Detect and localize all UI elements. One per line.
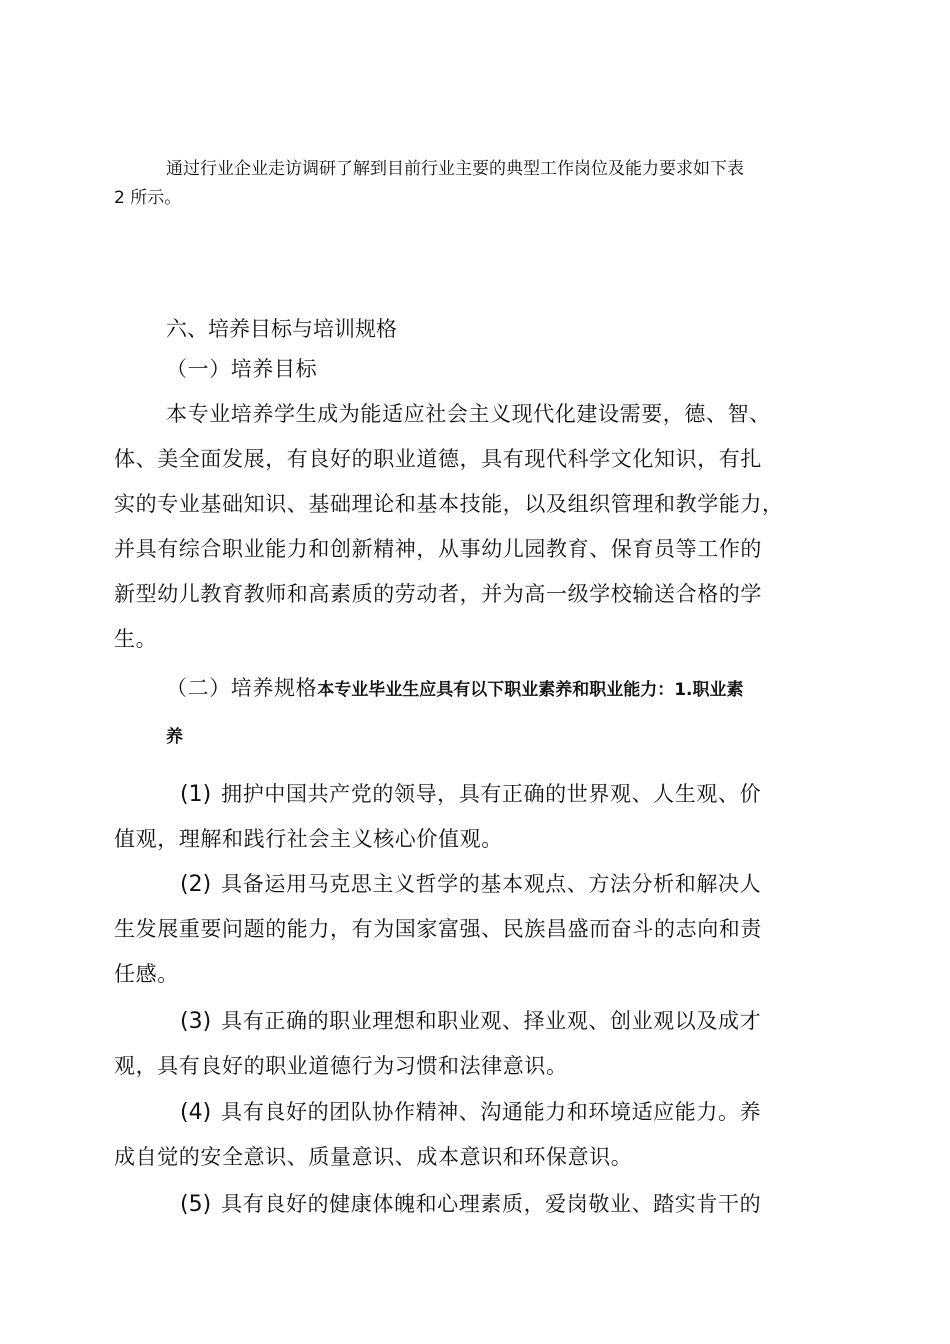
- intro-line-2: 2 所示。: [114, 188, 182, 208]
- goal-line: 实的专业基础知识、基础理论和基本技能，以及组织管理和教学能力，: [114, 492, 784, 516]
- list-item-3: [180, 1005, 761, 1035]
- item-text-cont: 任感。: [114, 962, 179, 986]
- item-text: 具有良好的健康体魄和心理素质，爱岗敬业、踏实肯干的: [221, 1192, 762, 1216]
- goal-line: 体、美全面发展，有良好的职业道德，具有现代科学文化知识，有扎: [114, 447, 762, 471]
- goal-line: 生。: [114, 627, 158, 651]
- list-item-4: [180, 1096, 761, 1126]
- item-text-cont: 成自觉的安全意识、质量意识、成本意识和环保意识。: [114, 1145, 633, 1169]
- intro-line-1: 通过行业企业走访调研了解到目前行业主要的典型工作岗位及能力要求如下表: [166, 159, 744, 179]
- section-heading: 六、培养目标与培训规格: [166, 317, 397, 341]
- subsection-specs-inline: 本专业毕业生应具有以下职业素养和职业能力：1.职业素: [317, 680, 744, 700]
- subsection-heading-specs: （二）培养规格: [166, 676, 318, 700]
- item-number: (1): [180, 782, 212, 807]
- item-text: 具备运用马克思主义哲学的基本观点、方法分析和解决人: [221, 872, 762, 896]
- subsection-heading-specs-row: [166, 672, 744, 702]
- list-item-5: [180, 1188, 761, 1218]
- goal-line: 并具有综合职业能力和创新精神，从事幼儿园教育、保育员等工作的: [114, 537, 762, 561]
- item-number: (3): [180, 1009, 212, 1034]
- item-number: (2): [180, 872, 212, 897]
- list-item-2: [180, 868, 761, 898]
- list-item-1: [180, 778, 761, 808]
- item-text: 具有良好的团队协作精神、沟通能力和环境适应能力。养: [221, 1100, 762, 1124]
- item-number: (4): [180, 1100, 212, 1125]
- subsection-heading-goals: （一）培养目标: [166, 357, 318, 381]
- item-text-cont: 值观，理解和践行社会主义核心价值观。: [114, 827, 503, 851]
- item-text: 具有正确的职业理想和职业观、择业观、创业观以及成才: [221, 1009, 762, 1033]
- item-text-cont: 生发展重要问题的能力，有为国家富强、民族昌盛而奋斗的志向和责: [114, 917, 762, 941]
- item-text: 拥护中国共产党的领导，具有正确的世界观、人生观、价: [221, 782, 762, 806]
- item-text-cont: 观，具有良好的职业道德行为习惯和法律意识。: [114, 1054, 568, 1078]
- goal-line: 新型幼儿教育教师和高素质的劳动者，并为高一级学校输送合格的学: [114, 582, 762, 606]
- item-number: (5): [180, 1192, 212, 1217]
- subsection-specs-wrap: 养: [166, 727, 183, 747]
- goal-line: 本专业培养学生成为能适应社会主义现代化建设需要，德、智、: [166, 402, 771, 426]
